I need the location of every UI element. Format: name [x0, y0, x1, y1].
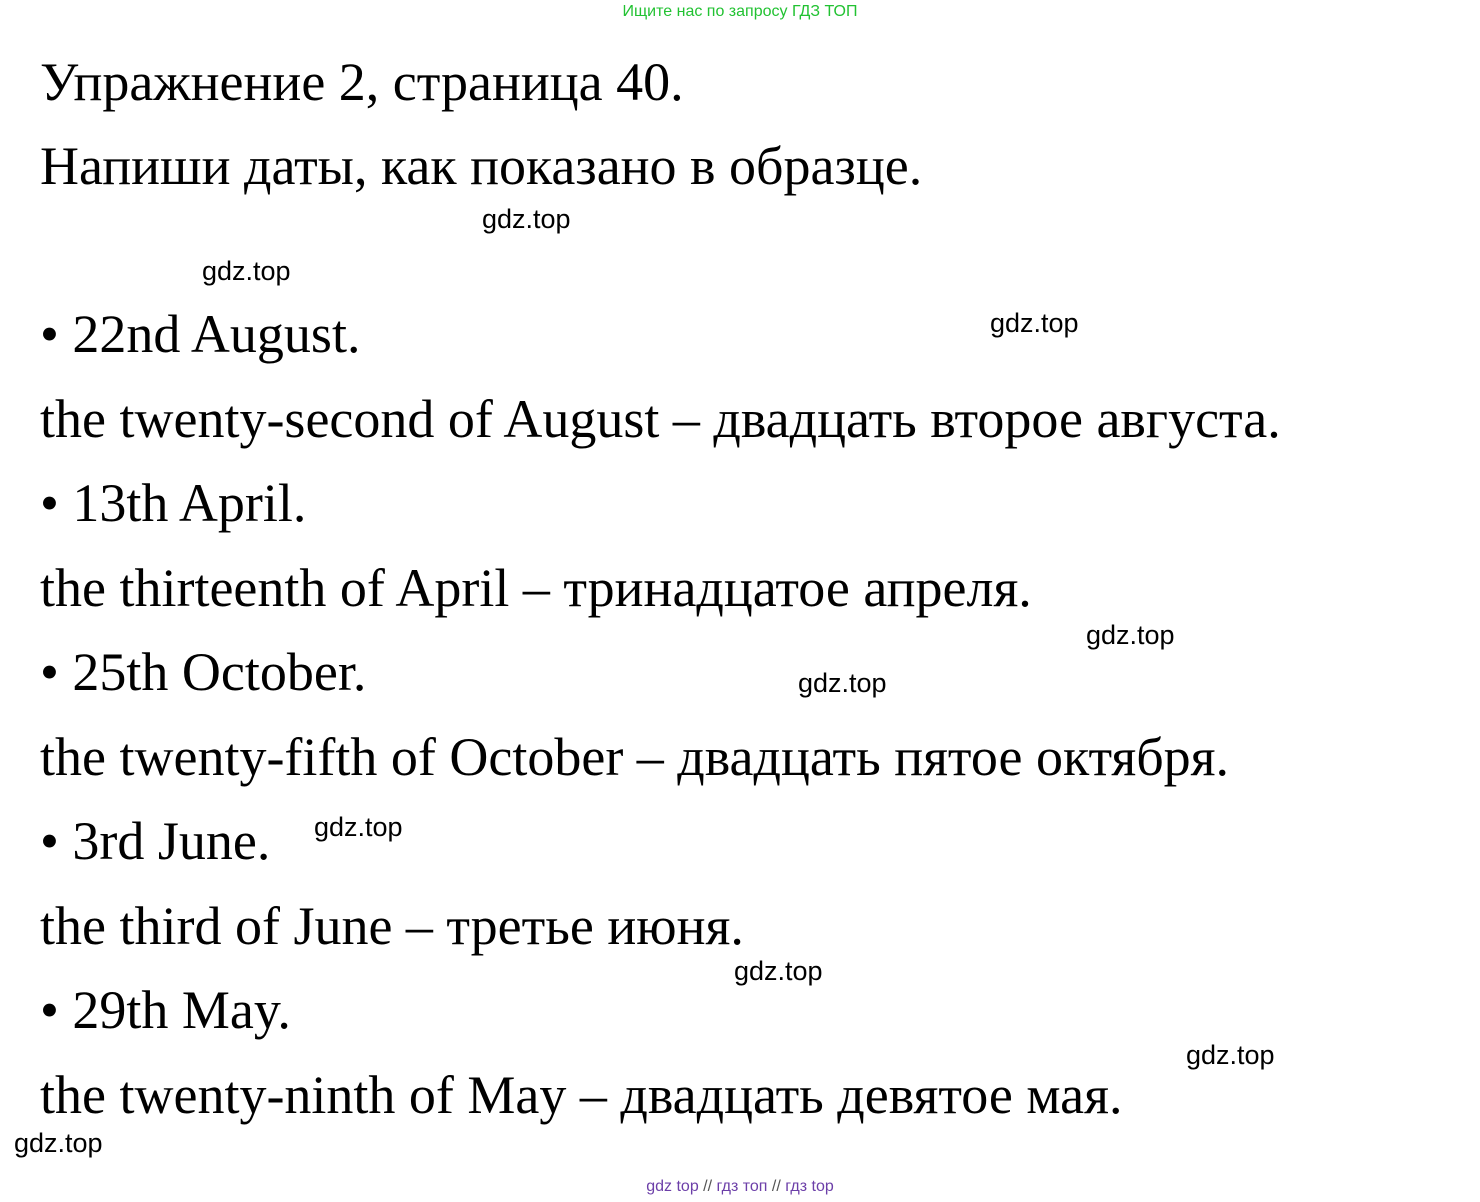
footer-part: gdz top — [646, 1178, 699, 1195]
date-item-3: • 25th October. — [40, 642, 367, 702]
watermark: gdz.top — [14, 1128, 103, 1158]
date-item-1: • 22nd August. — [40, 304, 361, 364]
exercise-title: Упражнение 2, страница 40. — [40, 52, 684, 112]
watermark: gdz.top — [1186, 1040, 1275, 1070]
date-item-4: • 3rd June. — [40, 811, 271, 871]
watermark: gdz.top — [798, 668, 887, 698]
footer — [0, 1177, 1480, 1197]
watermark: gdz.top — [482, 204, 571, 234]
footer-separator: // — [703, 1178, 713, 1195]
watermark: gdz.top — [202, 256, 291, 286]
date-item-5: • 29th May. — [40, 980, 291, 1040]
answer-item-5: the twenty-ninth of May – двадцать девятое мая. — [40, 1065, 1123, 1125]
answer-item-3: the twenty-fifth of October – двадцать пятое октября. — [40, 727, 1230, 787]
watermark: gdz.top — [314, 812, 403, 842]
date-item-2: • 13th April. — [40, 473, 307, 533]
footer-separator: // — [771, 1178, 781, 1195]
watermark: gdz.top — [990, 308, 1079, 338]
footer-part: гдз топ — [716, 1178, 768, 1195]
answer-item-2: the thirteenth of April – тринадцатое апреля. — [40, 558, 1032, 618]
footer-part: гдз top — [785, 1178, 834, 1195]
exercise-instruction: Напиши даты, как показано в образце. — [40, 136, 923, 196]
answer-item-1: the twenty-second of August – двадцать второе августа. — [40, 389, 1281, 449]
top-banner: Ищите нас по запросу ГДЗ ТОП — [622, 3, 858, 20]
answer-item-4: the third of June – третье июня. — [40, 896, 744, 956]
watermark: gdz.top — [734, 956, 823, 986]
watermark: gdz.top — [1086, 620, 1175, 650]
